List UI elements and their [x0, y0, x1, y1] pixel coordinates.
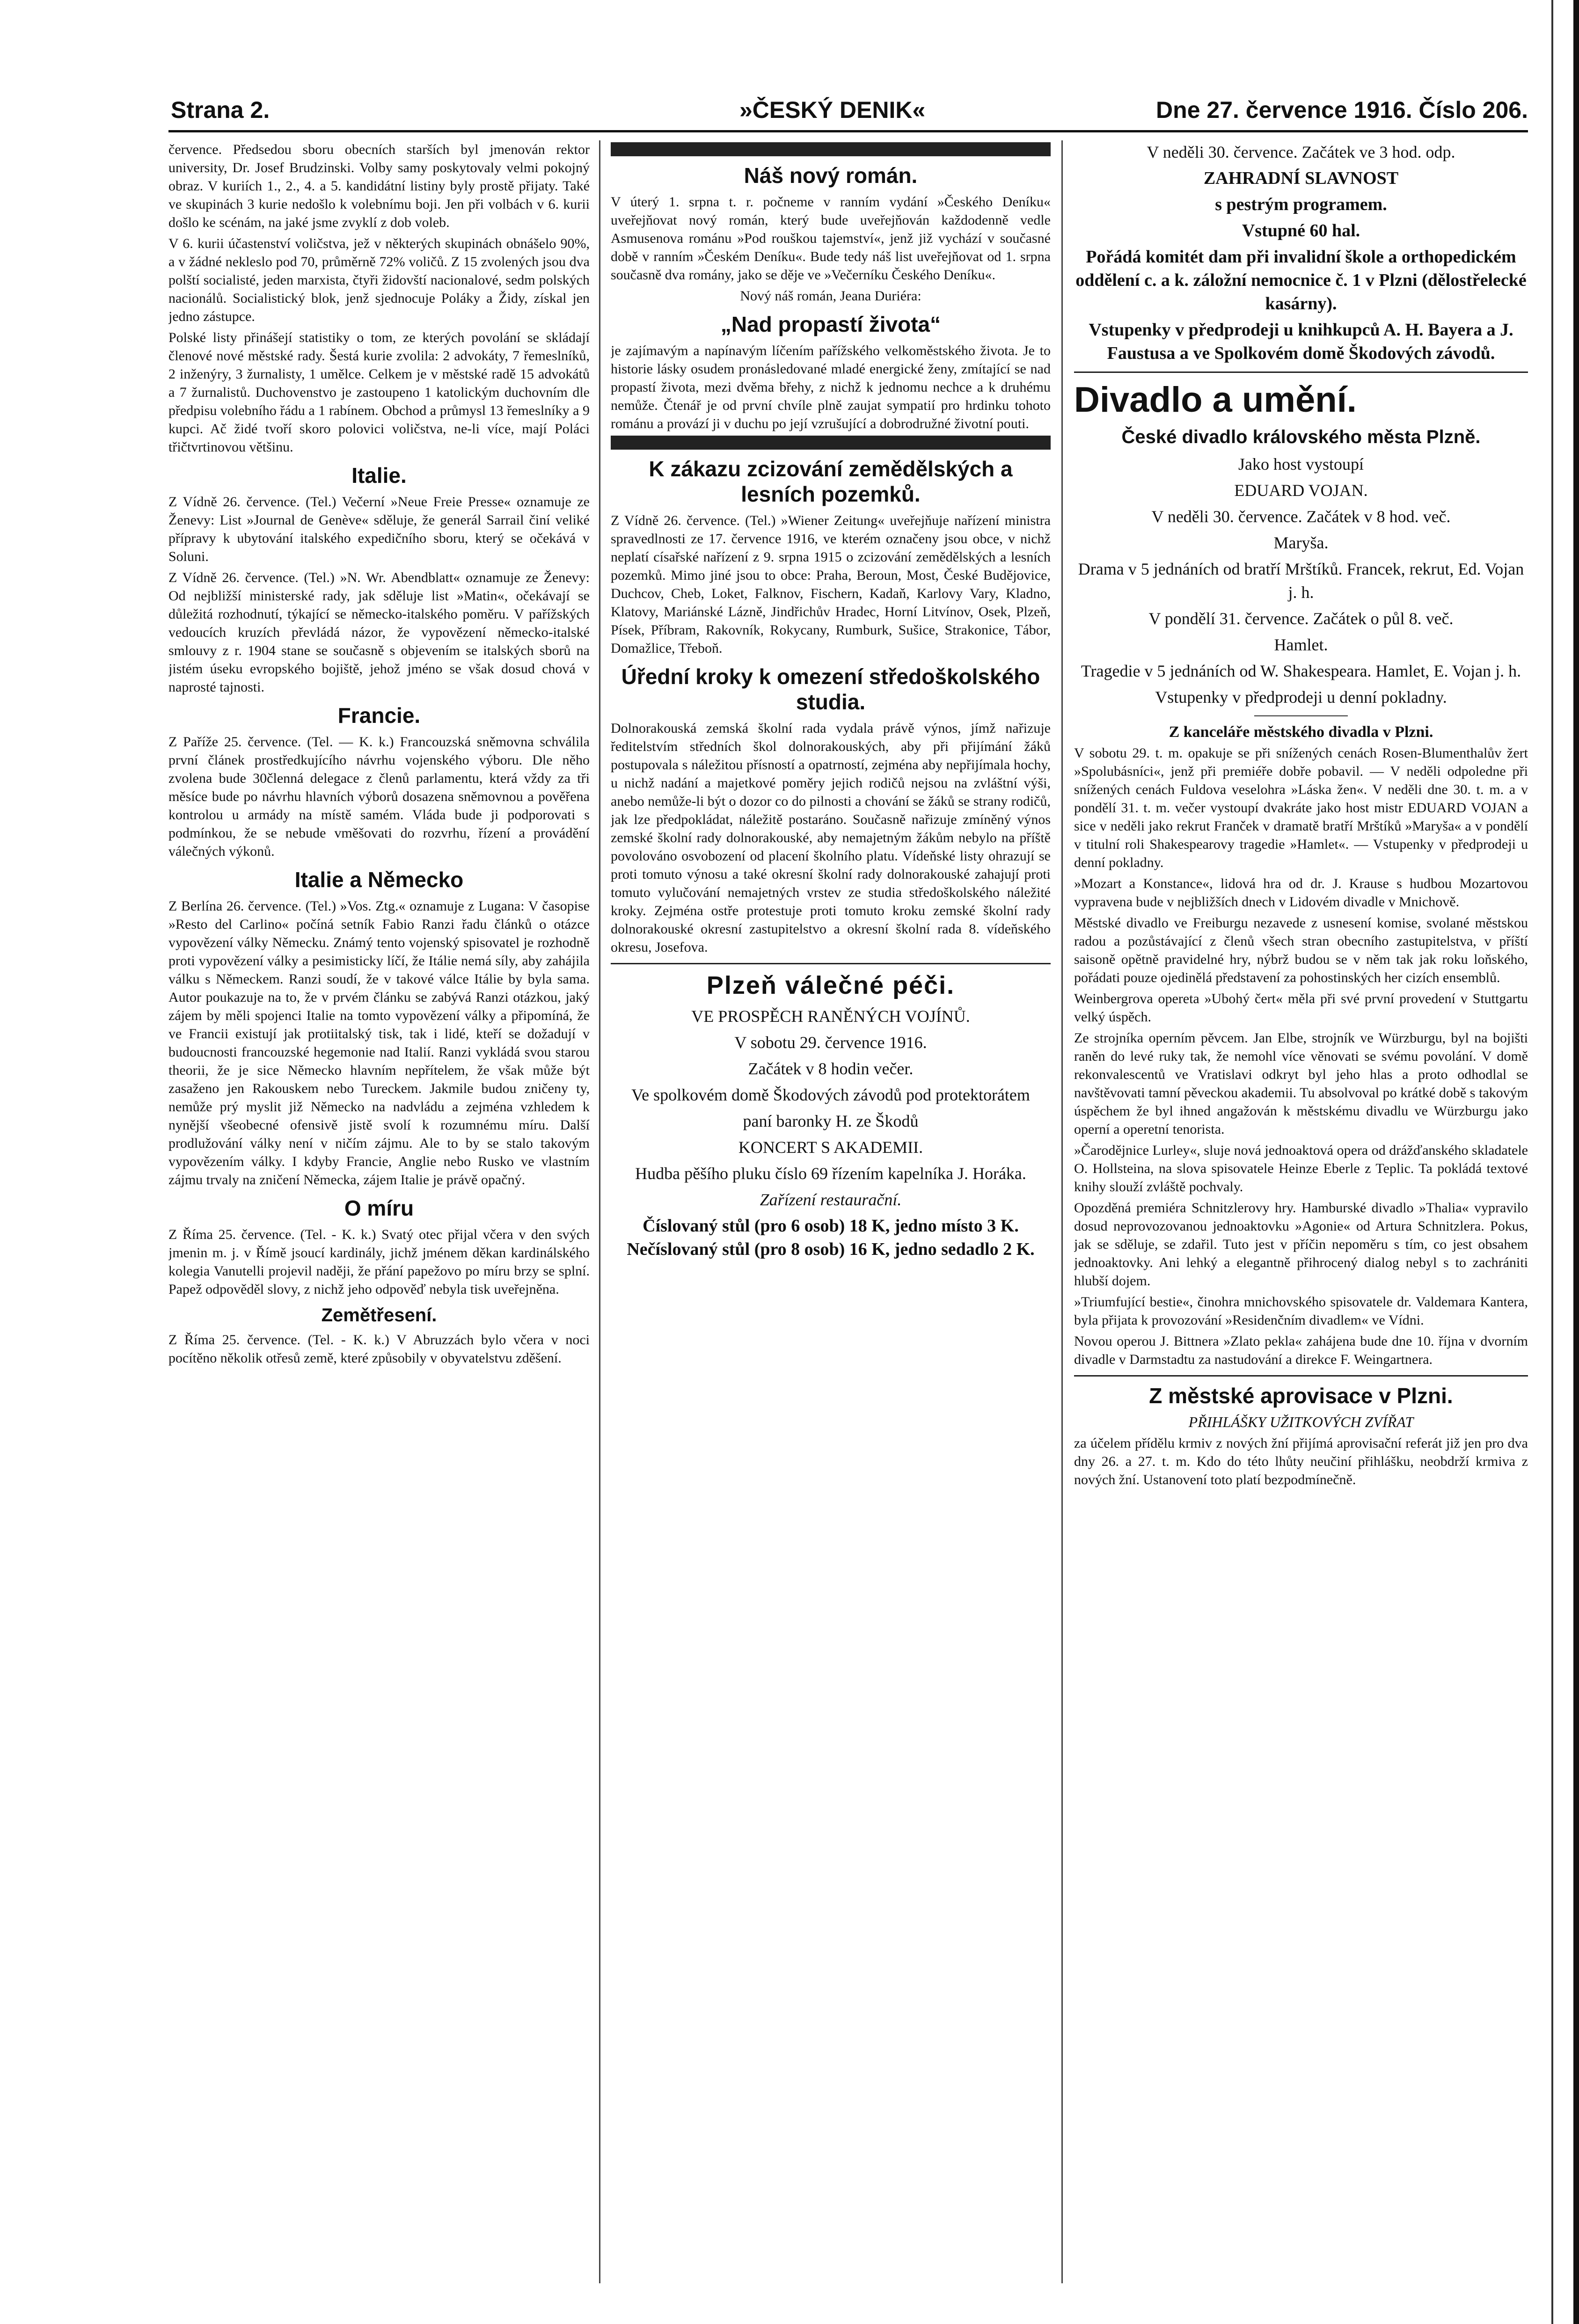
heading-kancelar: Z kanceláře městského divadla v Plzni. — [1169, 723, 1433, 741]
column-right — [1074, 140, 1528, 2283]
ad-line: Zařízení restaurační. — [760, 1190, 902, 1209]
newspaper-page — [168, 94, 1528, 2283]
section-heading-francie: Francie. — [337, 703, 421, 728]
heading-divadlo: Divadlo a umění. — [1074, 380, 1357, 420]
article-text: »Triumfující bestie«, činohra mnichovského spisovatele dr. Valdemara Kantera, byla přijata k provozování »Residenčním divadlem« ve Vídni. — [1074, 1294, 1528, 1328]
theatre-line: V pondělí 31. července. Začátek o půl 8. več. — [1148, 609, 1454, 628]
article-text: Z Říma 25. července. (Tel. - K. k.) Svatý otec přijal včera v den svých jmenin m. j. v Římě jsoucí kardinály, jichž jménem děkan kardinálského kolegia Vanutelli projevil naději, že přání papežovo po míru brzy se splní. Papež odpověděl slovy, z nichž jeho odpověď nebyla tisk uveřejněna. — [168, 1227, 590, 1297]
article-text: za účelem přídělu krmiv z nových žní přijímá aprovisační referát již jen pro dva dny 26. a 27. t. m. Kdo do této lhůty neučiní přihlášku, neobdrží krmiva z nových žní. Ustanovení toto platí bezpodmínečně. — [1074, 1435, 1528, 1487]
article-text: »Mozart a Konstance«, lidová hra od dr. J. Krause s hudbou Mozartovou vypravena bude v nejbližších dnech v Lidovém divadle v Mnichově. — [1074, 876, 1528, 910]
section-heading-zemetreseni: Zemětřesení. — [321, 1305, 437, 1326]
separator — [1074, 1375, 1528, 1377]
article-text: Z Vídně 26. července. (Tel.) »N. Wr. Abendblatt« oznamuje ze Ženevy: Od nejbližší ministerské rady, jak sděluje list »Matin«, očekávají se důležitá rozhodnutí, týkající se německo-italského poměru. V pařížských vedoucích kruzích převládá názor, že vypovězení německo-italské smlouvy z r. 1904 stane se současně s objevením se italských sborů na jistém úseku evropského bojiště, jehož jméno se však dosud chová v naprosté tajnosti. — [168, 570, 590, 695]
theatre-line: V neděli 30. července. Začátek v 8 hod. več. — [1151, 507, 1451, 526]
heading-zakaz: K zákazu zcizování zemědělských a lesních pozemků. — [649, 457, 1013, 506]
theatre-line: Drama v 5 jednáních od bratří Mrštíků. Francek, rekrut, Ed. Vojan j. h. — [1078, 560, 1524, 602]
notice-line: Vstupné 60 hal. — [1242, 221, 1360, 240]
short-rule — [1254, 715, 1348, 716]
section-heading-italie: Italie. — [351, 463, 407, 488]
article-text: V 6. kurii účastenství voličstva, jež v některých skupinách obnášelo 90%, a v žádné nekleslo pod 70, průměrně 72% voličů. Z 15 zvolených jsou dva polští socialisté, jeden marxista, čtyři židovští nacionalové, sedm polských nacionálů. Socialistický blok, jenž sjednocuje Poláky a Židy, získal jen jedno zástupce. — [168, 236, 590, 324]
article-text: Ze strojníka operním pěvcem. Jan Elbe, strojník ve Würzburgu, byl na bojišti raněn do levé ruky tak, že nemohl více věnovati se svému povolání. V domě rekonvalescentů ve Vratislavi odkryt byl jeho hlas a proto odhodlal se navštěvovati tamní pěveckou akademii. Tu absolvoval po krátké době s takovým úspěchem že byl ihned angažován k městskému divadlu ve Würzburgu jako operní a operetní tenorista. — [1074, 1030, 1528, 1137]
column-middle — [611, 140, 1051, 2283]
article-text: »Čarodějnice Lurley«, sluje nová jednoaktová opera od drážďanského skladatele O. Hollsteina, na slova spisovatele Heinze Eberle z Teplic. Ta pokládá textové knihy slouží zvláště pochvaly. — [1074, 1143, 1528, 1195]
article-text: Weinbergrova opereta »Ubohý čert« měla při své první provedení v Stuttgartu velký úspěch. — [1074, 991, 1528, 1025]
notice-line: V neděli 30. července. Začátek ve 3 hod. odp. — [1147, 143, 1455, 161]
article-text: V sobotu 29. t. m. opakuje se při snížených cenách Rosen-Blumenthalův žert »Spolubásníci«, jenž při premiéře dobře pobavil. — V neděli odpoledne při snížených cenách Fuldova veselohra »Láska žen«. V neděli dne 30. t. m. a v pondělí 31. t. m. večer vystoupí dvakráte jako host mistr EDUARD VOJAN a sice v neděli jako rekrut Franček v dramatě bratří Mrštíků »Maryša« a v pondělí v titulní roli Shakespearovy tragedie »Hamlet«. — Vstupenky v předprodeji u denní pokladny. — [1074, 745, 1528, 870]
ad-line: Začátek v 8 hodin večer. — [748, 1059, 914, 1078]
article-text: Nový náš román, Jeana Duriéra: — [740, 288, 921, 304]
heading-novel-title: „Nad propastí života“ — [720, 312, 941, 336]
ad-line: Ve spolkovém domě Škodových závodů pod protektorátem — [631, 1086, 1030, 1104]
separator — [1074, 372, 1528, 373]
theatre-line: Jako host vystoupí — [1238, 455, 1364, 474]
article-text: Opozděná premiéra Schnitzlerovy hry. Hamburské divadlo »Thalia« vypravilo dosud neprovozovanou jednoaktovku »Agonie« od Artura Schnitzlera. Pokus, jak se sděluje, se zdařil. Tuto jest v příčin nepoměru s tím, co jest obsahem jednoaktovky. Ani lehký a elegantně přihrocený dialog nebyl s to zachrániti hlubší dojem. — [1074, 1200, 1528, 1289]
theatre-line: Tragedie v 5 jednáních od W. Shakespeara. Hamlet, E. Vojan j. h. — [1081, 662, 1521, 680]
article-text: je zajímavým a napínavým líčením pařížského velkoměstského života. Je to historie lásky osudem pronásledované mladé energické ženy, zmítající se nad propastí života, mezi dvěma břehy, z nichž k jednomu nechce a k druhému nemůže. Čtenář je od první chvíle plně zaujat sympatií pro hrdinku tohoto románu a provází ji v duchu po její vzrušující a dobrodružné životní pouti. — [611, 343, 1051, 431]
ad-line: Číslovaný stůl (pro 6 osob) 18 K, jedno místo 3 K. Nečíslovaný stůl (pro 8 osob) 16 K, jedno sedadlo 2 K. — [627, 1216, 1035, 1259]
page-border-right — [1573, 0, 1579, 2324]
section-heading-italie-nemecko: Italie a Německo — [294, 867, 464, 892]
article-text: Městské divadlo ve Freiburgu nezavede z usnesení komise, svolané městskou radou a pozůstávající z členů všech stran obecního zastupitelstva, v příští saisoně opětně pravidelné hry, nýbrž budou se v něm tak jak roku loňského, pořádati pouze ojedinělá představení za pohostinských her cizích ensemblů. — [1074, 915, 1528, 985]
column-left — [168, 140, 590, 2283]
theatre-line: Hamlet. — [1274, 635, 1328, 654]
ornament-bar — [611, 436, 1051, 450]
page-header — [168, 94, 1528, 126]
article-text: Z Vídně 26. července. (Tel.) Večerní »Neue Freie Presse« oznamuje ze Ženevy: List »Journal de Genève« sděluje, že generál Sarrail činí veliké přípravy k ubytování italského expedičního sboru, který se očekává v Soluni. — [168, 494, 590, 564]
article-text: V úterý 1. srpna t. r. počneme v ranním vydání »Českého Deníku« uveřejňovat nový román, který bude uveřejňován každodenně vedle Asmusenova románu »Pod rouškou tajemství«, jenž již vychází v současné době v ranním »Českém Deníku«. Bude tedy náš list uveřejňovat od 1. srpna současně dva romány, jako se děje ve »Večerníku Českého Deníku«. — [611, 194, 1051, 283]
ad-line: paní baronky H. ze Škodů — [743, 1112, 919, 1130]
article-text: Novou operou J. Bittnera »Zlato pekla« zahájena bude dne 10. října v dvorním divadle v Darmstadtu za nastudování a direkce F. Weingartnera. — [1074, 1333, 1528, 1367]
header-rule — [168, 130, 1528, 132]
theatre-line: EDUARD VOJAN. — [1234, 481, 1368, 500]
article-text: Z Říma 25. července. (Tel. - K. k.) V Abruzzách bylo včera v noci pocítěno několik otřesů země, které způsobily v obyvatelstvu zděšení. — [168, 1332, 590, 1366]
section-heading-miru: O míru — [344, 1196, 414, 1220]
notice-line: ZAHRADNÍ SLAVNOST — [1203, 168, 1399, 188]
article-text: července. Předsedou sboru obecních starších byl jmenován rektor university, Dr. Josef Brudzinski. Volby samy poskytovaly velmi pokojný obraz. V kuriích 1., 2., 4. a 5. kandidátní listiny byly prostě přijaty. Také ve skupinách 3 kurie nedošlo k volebnímu boji. Jen při volbách v 6. kurii došlo ke scénám, na jaké jsme zvyklí z dob voleb. — [168, 142, 590, 230]
column-rule-2 — [1061, 140, 1063, 2283]
theatre-line: Maryša. — [1273, 533, 1329, 552]
heading-prihlasky: PŘIHLÁŠKY UŽITKOVÝCH ZVÍŘAT — [1188, 1413, 1414, 1430]
notice-line: s pestrým programem. — [1215, 195, 1387, 214]
ad-line: Hudba pěšího pluku číslo 69 řízením kapelníka J. Horáka. — [635, 1164, 1026, 1183]
ad-line: V sobotu 29. července 1916. — [734, 1033, 927, 1052]
article-text: Z Vídně 26. července. (Tel.) »Wiener Zeitung« uveřejňuje nařízení ministra spravedlnosti ze 17. července 1916, ve kterém označeny jsou obce, v nichž neplatí císařské nařízení z 9. srpna 1915 o zcizování zemědělských a lesních pozemků. Mimo jiné jsou to obce: Praha, Beroun, Most, České Budějovice, Duchcov, Cheb, Loket, Falknov, Fischern, Kadaň, Karlovy Vary, Kladno, Klatovy, Mariánské Lázně, Jindřichův Hradec, Horní Litvínov, Osek, Plzeň, Písek, Příbram, Rakovník, Rokycany, Rumburk, Sušice, Strakonice, Tábor, Domažlice, Třeboň. — [611, 513, 1051, 656]
page-number: Strana 2. — [171, 97, 270, 123]
heading-plzen-valecne-peci: Plzeň válečné péči. — [706, 971, 955, 999]
article-text: Dolnorakouská zemská školní rada vydala právě výnos, jímž nařizuje ředitelstvím středních škol dolnorakouských, aby při přijímání žáků postupovala s náležitou přísností a opatrností, zejména aby nepřijímala hochy, u nichž nadání a majetkové poměry jejich rodičů nejsou na zvláštní výši, anebo nemůže-li být o dozor co do pilnosti a chování se žáků se strany rodičů, jak lze předpokládat, náležitě postaráno. Současně nařizuje zmíněný výnos zemské školní rady dolnorakouské, aby nemajetným žákům nebylo na příště povolováno osvobození od placení školního platu. Vídeňské listy ohrazují se proti tomuto výnosu a také okresní školní rady dolnorakouské zahajují proti tomuto vylučování nemajetných vrstev ze studia středoškolského náležité kroky. Zejména ostře protestuje proti tomuto kroku zemské školní rady dolnorakouské okresní zastupitelstvo a okresní školní rada 8. vídeňského okresu, Josefova. — [611, 721, 1051, 955]
separator — [611, 963, 1051, 964]
column-rule-1 — [599, 140, 600, 2283]
ad-line: KONCERT S AKADEMII. — [738, 1138, 923, 1157]
ad-line: VE PROSPĚCH RANĚNÝCH VOJÍNŮ. — [691, 1007, 970, 1026]
page-border-inner — [1551, 0, 1553, 2324]
theatre-line: Vstupenky v předprodeji u denní pokladny. — [1155, 688, 1447, 707]
ornament-bar — [611, 142, 1051, 156]
article-text: Z Berlína 26. července. (Tel.) »Vos. Ztg.« oznamuje z Lugana: V časopise »Resto del Carlino« počíná setník Fabio Ranzi řadu článků o otázce vypovězení války Německu. Známý tento vojenský spisovatel je rozhodně proti vypovězení války a pesimisticky líčí, že Itálie nemá síly, aby zahájila válku s Německem. Ranzi soudí, že v takové válce Itálie by byla sama. Autor poukazuje na to, že v prvém článku se zabývá Ranzi otázkou, jaký zájem by měli spojenci Italie na tomto vypovězení války a připomíná, že ve Francii existují jak protiitalský tisk, tak i lidé, kteří se dožadují v budoucnosti francouzské hegemonie nad Italií. Ranzi vykládá svou starou theorii, že je sice Německo hlavním nepřítelem, že však může být zasaženo jen Rakouskem nebo Tureckem. Jakmile budou zničeny ty, nemůže prý myslit již Německo na nadvládu a zejména vzhledem k nynější všeobecné ofensivě jistě svolí k rozumnému míru. Další prodlužování války není v ničím zájmu. Ale to by se stalo takovým vypovězením války. I kdyby Francie, Anglie nebo Rusko ve vlastním zájmu trvaly na zničení Německa, zájem Italie je právě opačný. — [168, 898, 590, 1187]
heading-aprovisace: Z městské aprovisace v Plzni. — [1149, 1384, 1453, 1408]
heading-uredni-kroky: Úřední kroky k omezení středoškolského studia. — [621, 664, 1040, 714]
heading-ceske-divadlo: České divadlo královského města Plzně. — [1121, 427, 1481, 447]
heading-novy-roman: Náš nový román. — [744, 163, 918, 188]
article-text: Z Paříže 25. července. (Tel. — K. k.) Francouzská sněmovna schválila první článek prostředkujícího návrhu vojenského výboru. Dle něho zvolena bude 30členná delegace z členů parlamentu, která vždy za tři měsíce bude po návrhu hlavních výborů dosazena sněmovnou a pověřena kontrolou u armády na místě samém. Vláda bude ji podporovati s podmínkou, že se nebude vměšovati do rozvrhu, řízení a provádění válečných výkonů. — [168, 734, 590, 859]
article-text: Polské listy přinášejí statistiky o tom, ze kterých povolání se skládají členové nové městské rady. Šestá kurie zvolila: 2 advokáty, 7 řemeslníků, 2 inženýry, 3 žurnalisty, 1 umělce. Celkem je v městské radě 15 advokátů a 7 žurnalistů. Duchovenstvo je zastoupeno 1 katolickým duchovním dle předpisu volebního řádu a 1 rabínem. Obchod a průmysl 13 řemeslníky a 9 kupci. Ač židé tvoří skoro polovici voličstva, ne-li více, mají Poláci třičtvrtinovou většinu. — [168, 330, 590, 455]
masthead: »ČESKÝ DENIK« — [739, 97, 926, 123]
issue-date: Dne 27. července 1916. Číslo 206. — [1156, 97, 1528, 123]
notice-line: Pořádá komitét dam při invalidní škole a orthopedickém oddělení c. a k. záložní nemocnice č. 1 v Plzni (dělostřelecké kasárny). — [1075, 247, 1527, 313]
notice-line: Vstupenky v předprodeji u knihkupců A. H. Bayera a J. Faustusa a ve Spolkovém domě Škodových závodů. — [1089, 320, 1513, 363]
